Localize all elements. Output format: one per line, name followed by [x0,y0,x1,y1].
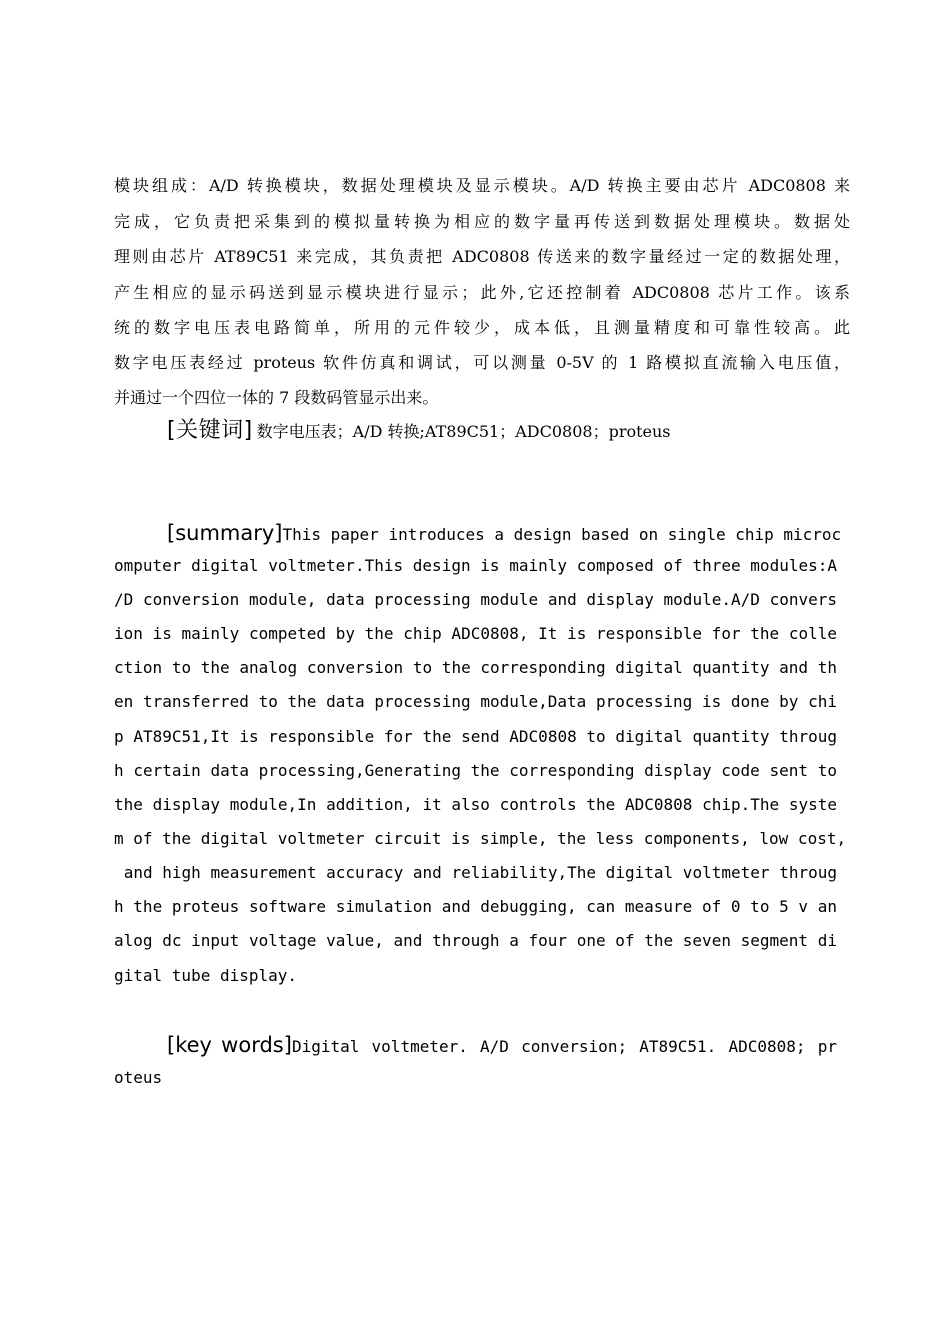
summary-en-line: ion is mainly competed by the chip ADC0808, It is responsible for the colle [114,624,837,643]
summary-en-line: the display module,In addition, it also controls the ADC0808 chip.The syste [114,795,837,814]
summary-en-line: p AT89C51,It is responsible for the send ADC0808 to digital quantity throug [114,727,837,746]
summary-en-line: h certain data processing,Generating the corresponding display code sent to [114,761,837,780]
summary-en-line: and high measurement accuracy and reliability,The digital voltmeter throug [114,863,837,882]
keywords-cn-heading: [关键词] [167,418,253,443]
summary-en-first-line [167,518,842,548]
abstract-cn-line: 产生相应的显示码送到显示模块进行显示；此外,它还控制着 ADC0808 芯片工作。该系 [114,283,850,302]
summary-en-line: /D conversion module, data processing module and display module.A/D convers [114,590,837,609]
summary-en-line: This paper introduces a design based on single chip microc [282,525,842,544]
keywords-en-text: Digital voltmeter. A/D conversion; AT89C51. ADC0808; pr [291,1037,837,1056]
summary-heading: [summary] [167,521,283,545]
abstract-cn-line: 并通过一个四位一体的 7 段数码管显示出来。 [114,388,439,407]
summary-en-line: alog dc input voltage value, and through a four one of the seven segment di [114,931,837,950]
keywords-en-first-line [167,1030,837,1060]
summary-en-line: gital tube display. [114,966,298,985]
abstract-cn-line: 完成，它负责把采集到的模拟量转换为相应的数字量再传送到数据处理模块。数据处 [114,212,850,231]
abstract-cn-line: 模块组成：A/D 转换模块，数据处理模块及显示模块。A/D 转换主要由芯片 ADC0808 来 [114,176,850,195]
keywords-en-heading: [key words] [167,1033,292,1057]
summary-en-line: m of the digital voltmeter circuit is simple, the less components, low cost, [114,829,847,848]
summary-en-line: omputer digital voltmeter.This design is mainly composed of three modules:A [114,556,837,575]
keywords-cn-text: 数字电压表；A/D 转换;AT89C51；ADC0808；proteus [256,422,671,441]
abstract-cn-line: 统的数字电压表电路简单，所用的元件较少，成本低，且测量精度和可靠性较高。此 [114,318,850,337]
summary-en-line: ction to the analog conversion to the corresponding digital quantity and th [114,658,837,677]
abstract-cn-line: 理则由芯片 AT89C51 来完成，其负责把 ADC0808 传送来的数字量经过一定的数据处理， [114,247,850,266]
keywords-en-text: oteus [114,1068,163,1087]
summary-en-line: h the proteus software simulation and debugging, can measure of 0 to 5 v an [114,897,837,916]
summary-en-line: en transferred to the data processing module,Data processing is done by chi [114,692,837,711]
keywords-cn [167,413,671,451]
abstract-cn-line: 数字电压表经过 proteus 软件仿真和调试，可以测量 0-5V 的 1 路模拟直流输入电压值， [114,353,850,372]
